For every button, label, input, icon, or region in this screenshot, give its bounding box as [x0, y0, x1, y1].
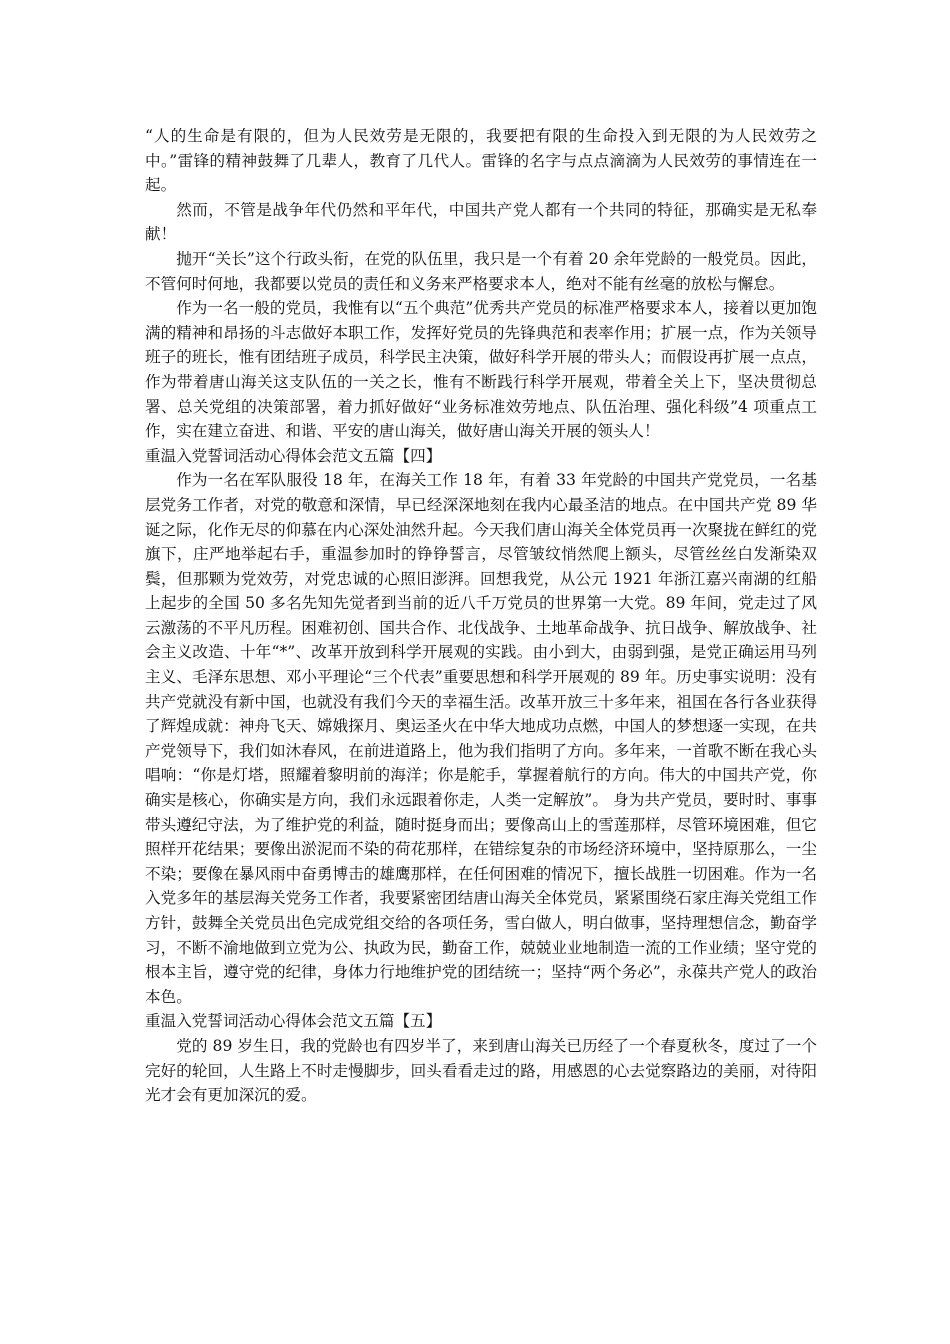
section-heading: 重温入党誓词活动心得体会范文五篇【四】 [145, 446, 442, 465]
paragraph: 然而，不管是战争年代仍然和平年代，中国共产党人都有一个共同的特征，那确实是无私奉献！ [145, 200, 817, 244]
paragraph: 作为一名一般的党员，我惟有以“五个典范”优秀共产党员的标准严格要求本人，接着以更加饱满的精神和昂扬的斗志做好本职工作，发挥好党员的先锋典范和表率作用；扩展一点，作为关领导班子的班长，惟有团结班子成员，科学民主决策，做好科学开展的带头人；而假设再扩展一点点，作为带着唐山海关这支队伍的一关之长，惟有不断践行科学开展观，带着全关上下，坚决贯彻总署、总关党组的决策部署，着力抓好做好“业务标准效劳地点、队伍治理、强化科级”4 项重点工作，实在建立奋进、和谐、平安的唐山海关，做好唐山海关开展的领头人！ [145, 299, 817, 441]
paragraph: 党的 89 岁生日，我的党龄也有四岁半了，来到唐山海关已历经了一个春夏秋冬，度过了一个完好的轮回，人生路上不时走慢脚步，回头看看走过的路，用感恩的心去觉察路边的美丽，对待阳光才会有更加深沉的爱。 [145, 1036, 817, 1105]
paragraph: 作为一名在军队服役 18 年，在海关工作 18 年，有着 33 年党龄的中国共产党党员，一名基层党务工作者，对党的敬意和深情，早已经深深地刻在我内心最圣洁的地点。在中国共产党 89 华诞之际，化作无尽的仰慕在内心深处油然升起。今天我们唐山海关全体党员再一次聚拢在鲜红的党旗下，庄严地举起右手，重温参加时的铮铮誓言，尽管皱纹悄然爬上额头，尽管丝丝白发渐染双鬓，但那颗为党效劳，对党忠诚的心照旧澎湃。回想我党，从公元 1921 年浙江嘉兴南湖的红船上起步的全国 50 多名先知先觉者到当前的近八千万党员的世界第一大党。89 年间，党走过了风云激荡的不平凡历程。困难初创、国共合作、北伐战争、土地革命战争、抗日战争、解放战争、社会主义改造、十年“*”、改革开放到科学开展观的实践。由小到大，由弱到强，是党正确运用马列主义、毛泽东思想、邓小平理论“三个代表”重要思想和科学开展观的 89 年。历史事实说明：没有共产党就没有新中国，也就没有我们今天的幸福生活。改革开放三十多年来，祖国在各行各业获得了辉煌成就：神舟飞天、嫦娥探月、奥运圣火在中华大地成功点燃，中国人的梦想逐一实现，在共产党领导下，我们如沐春风，在前进道路上，他为我们指明了方向。多年来，一首歌不断在我心头唱响：“你是灯塔，照耀着黎明前的海洋；你是舵手，掌握着航行的方向。伟大的中国共产党，你确实是核心，你确实是方向，我们永远跟着你走，人类一定解放”。 身为共产党员，要时时、事事带头遵纪守法，为了维护党的利益，随时挺身而出；要像高山上的雪莲那样，尽管环境困难，但它照样开花结果；要像出淤泥而不染的荷花那样，在错综复杂的市场经济环境中，坚持原那么，一尘不染；要像在暴风雨中奋勇博击的雄鹰那样，在任何困难的情况下，擅长战胜一切困难。作为一名入党多年的基层海关党务工作者，我要紧密团结唐山海关全体党员，紧紧围绕石家庄海关党组工作方针，鼓舞全关党员出色完成党组交给的各项任务，雪白做人，明白做事，坚持理想信念，勤奋学习，不断不渝地做到立党为公、执政为民，勤奋工作，兢兢业业地制造一流的工作业绩；坚守党的根本主旨，遵守党的纪律，身体力行地维护党的团结统一；坚持“两个务必”，永葆共产党人的政治本色。 [145, 471, 817, 1006]
document-page [145, 124, 817, 1108]
paragraph: 抛开“关长”这个行政头衔，在党的队伍里，我只是一个有着 20 余年党龄的一般党员。因此，不管何时何地，我都要以党员的责任和义务来严格要求本人，绝对不能有丝毫的放松与懈怠。 [145, 249, 817, 293]
paragraph: “人的生命是有限的，但为人民效劳是无限的，我要把有限的生命投入到无限的为人民效劳之中。”雷锋的精神鼓舞了几辈人，教育了几代人。雷锋的名字与点点滴滴为人民效劳的事情连在一起。 [145, 127, 817, 195]
section-heading: 重温入党誓词活动心得体会范文五篇【五】 [145, 1012, 442, 1031]
